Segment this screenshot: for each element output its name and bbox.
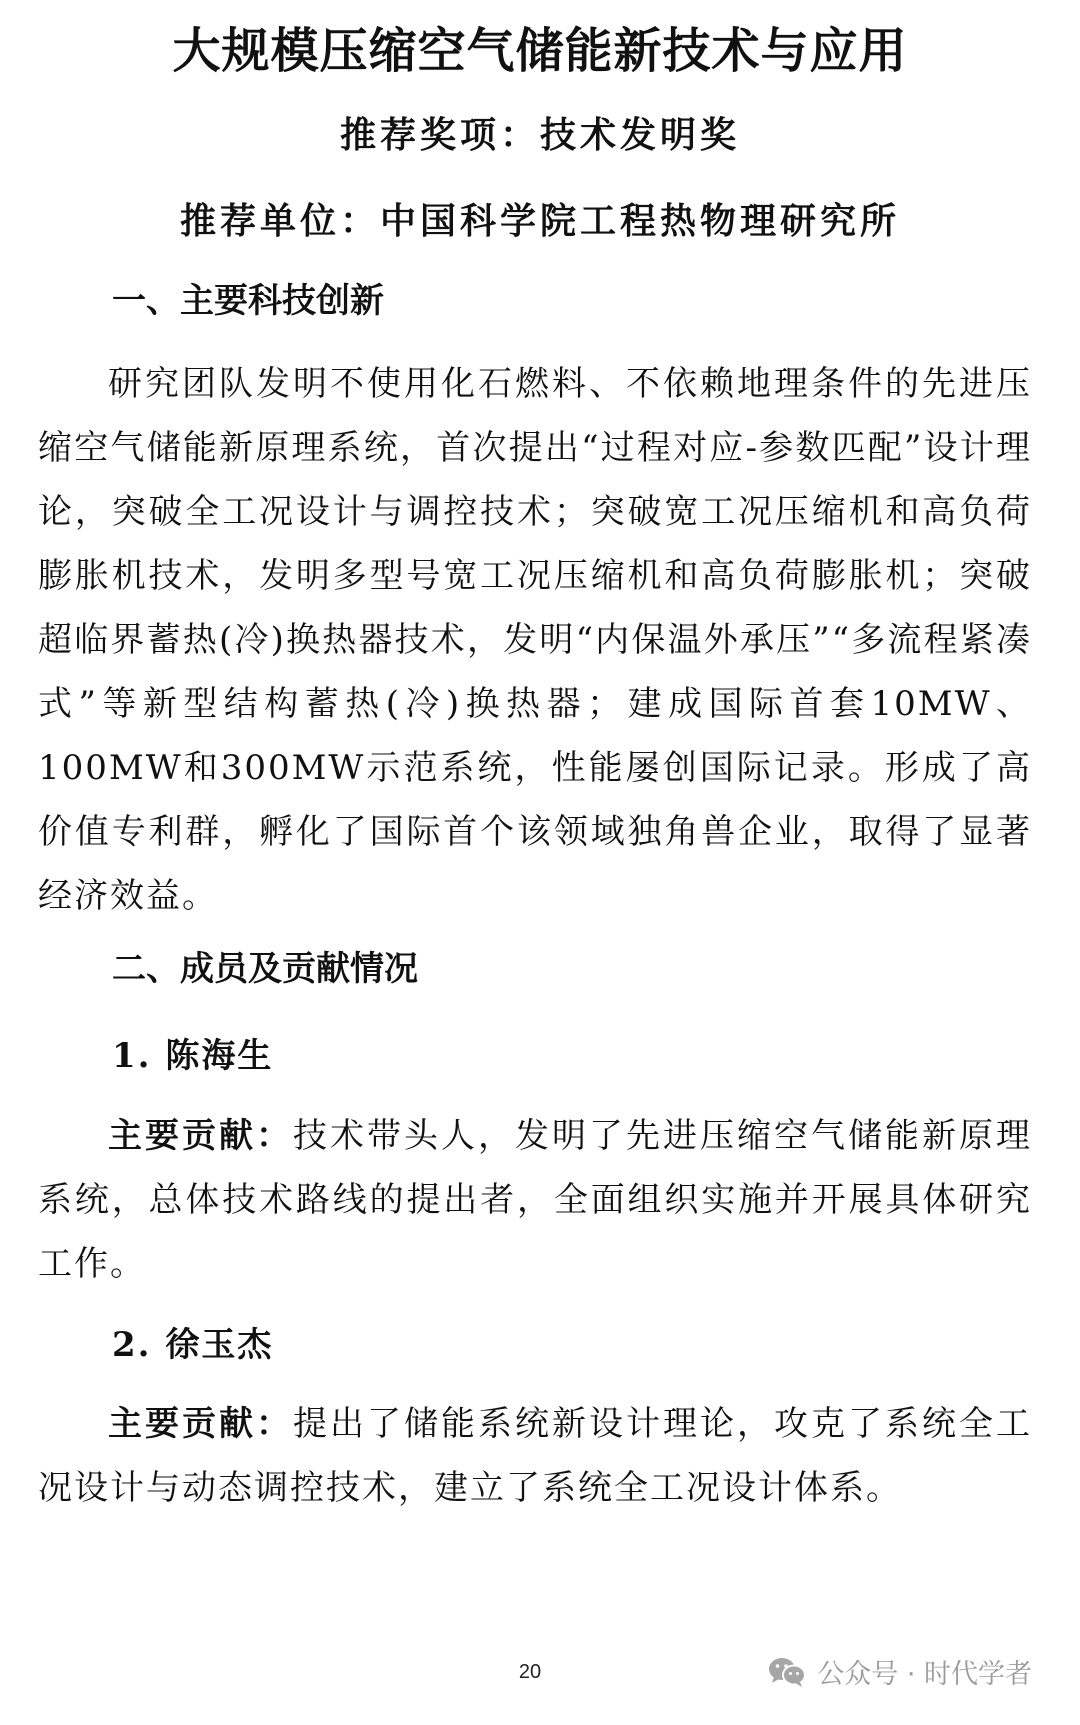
member-heading: 1. 陈海生 [112, 1036, 274, 1076]
contribution-text: 提出了储能系统新设计理论，攻克了系统全工况设计与动态调控技术，建立了系统全工况设计体系。 [38, 1404, 1032, 1508]
contribution-label: 主要贡献： [108, 1404, 293, 1444]
contribution-text: 技术带头人，发明了先进压缩空气储能新原理系统，总体技术路线的提出者，全面组织实施并开展具体研究工作。 [38, 1116, 1032, 1284]
document-title: 大规模压缩空气储能新技术与应用 [172, 23, 908, 79]
watermark-text: 公众号 · 时代学者 [817, 1659, 1032, 1690]
award-line: 推荐奖项：技术发明奖 [339, 114, 740, 156]
wechat-icon [767, 1655, 807, 1689]
member-contribution [38, 1392, 1032, 1520]
member-heading: 2. 徐玉杰 [112, 1325, 274, 1365]
innovation-paragraph: 研究团队发明不使用化石燃料、不依赖地理条件的先进压缩空气储能新原理系统，首次提出“过程对应-参数匹配”设计理论，突破全工况设计与调控技术；突破宽工况压缩机和高负荷膨胀机技术，发明多型号宽工况压缩机和高负荷膨胀机；突破超临界蓄热(冷)换热器技术，发明“内保温外承压”“多流程紧凑式”等新型结构蓄热(冷)换热器；建成国际首套10MW、100MW和300MW示范系统，性能屡创国际记录。形成了高价值专利群，孵化了国际首个该领域独角兽企业，取得了显著经济效益。 [38, 364, 1032, 916]
unit-line: 推荐单位：中国科学院工程热物理研究所 [179, 200, 900, 242]
member-contribution [38, 1104, 1032, 1296]
page-number: 20 [518, 1661, 542, 1683]
section-heading-innovation: 一、主要科技创新 [112, 281, 384, 321]
contribution-label: 主要贡献： [108, 1116, 293, 1156]
section-heading-members: 二、成员及贡献情况 [112, 949, 418, 989]
wechat-watermark [767, 1652, 1032, 1691]
